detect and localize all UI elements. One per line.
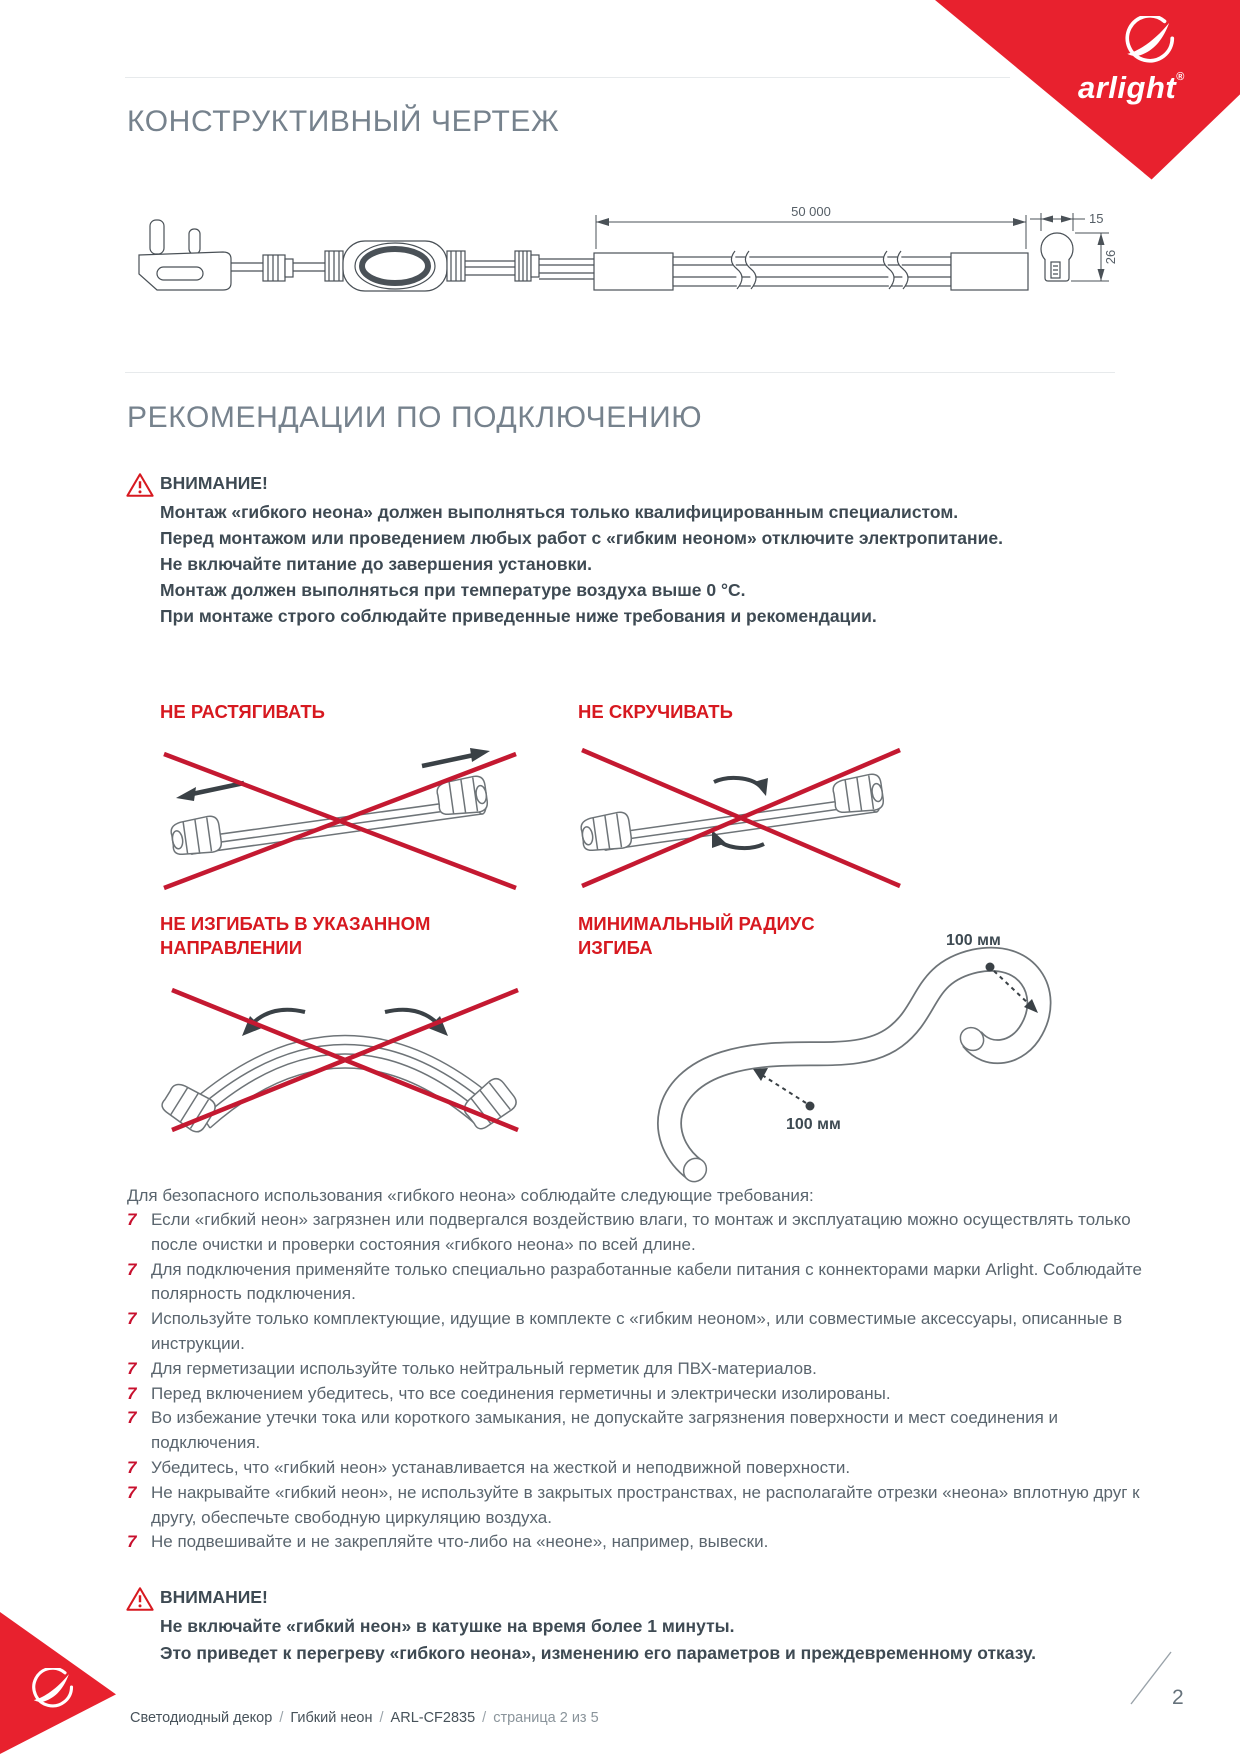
warning-text — [160, 499, 1003, 629]
list-bullet-arrow-icon: 7 — [127, 1210, 137, 1229]
warning-line: При монтаже строго соблюдайте приведенные ниже требования и рекомендации. — [160, 606, 877, 626]
warning-label: ВНИМАНИЕ! — [160, 1587, 268, 1607]
warning-icon — [126, 1586, 154, 1612]
list-bullet-arrow-icon: 7 — [127, 1383, 137, 1403]
divider-top — [125, 77, 1010, 78]
breadcrumb-separator: / — [482, 1710, 487, 1726]
list-item — [127, 1456, 1142, 1481]
list-item — [127, 1307, 1142, 1357]
footer-logo-icon — [26, 1668, 78, 1714]
radius-title-line2: ИЗГИБА — [578, 937, 653, 958]
bend-title-line1: НЕ ИЗГИБАТЬ В УКАЗАННОМ — [160, 913, 431, 934]
radius-title-line1: МИНИМАЛЬНЫЙ РАДИУС — [578, 913, 815, 934]
dim-height-label: 26 — [1103, 249, 1118, 265]
brand-banner — [900, 0, 1240, 185]
bend-title-line2: НАПРАВЛЕНИИ — [160, 937, 303, 958]
radius-label-bottom: 100 мм — [786, 1116, 841, 1133]
list-item-text: Убедитесь, что «гибкий неон» устанавливается на жесткой и неподвижной поверхности. — [151, 1457, 851, 1477]
strip-body — [673, 257, 951, 286]
list-item-text: Используйте только комплектующие, идущие в комплекте с «гибким неоном», или совместимые аксессуары, описанные в инструкции. — [151, 1309, 1123, 1353]
arlight-logo-icon — [1118, 16, 1180, 70]
requirements-list — [127, 1208, 1142, 1555]
list-bullet-arrow-icon: 7 — [127, 1532, 137, 1552]
dim-width-label: 15 — [1089, 211, 1104, 226]
list-bullet-arrow-icon: 7 — [127, 1457, 137, 1477]
list-item-text: Для герметизации используйте только нейтральный герметик для ПВХ-материалов. — [151, 1358, 817, 1378]
list-item-text: Перед включением убедитесь, что все соединения герметичны и электрически изолированы. — [151, 1383, 891, 1403]
list-item-text: Во избежание утечки тока или короткого замыкания, не допускайте загрязнения поверхности и мест соединения и подключения. — [151, 1408, 1059, 1453]
warning-line: Не включайте питание до завершения установки. — [160, 554, 592, 574]
page-title-construction: КОНСТРУКТИВНЫЙ ЧЕРТЕЖ — [127, 105, 560, 138]
radius-illustration — [600, 925, 1080, 1187]
list-item — [127, 1382, 1142, 1407]
strip-end-cap — [594, 253, 673, 290]
list-item — [127, 1481, 1142, 1531]
dim-length-label: 50 000 — [791, 204, 831, 219]
warning-line: Монтаж должен выполняться при температуре воздуха выше 0 °С. — [160, 580, 746, 600]
list-item — [127, 1258, 1142, 1308]
list-item-text: Если «гибкий неон» загрязнен или подвергался воздействию влаги, то монтаж и эксплуатацию можно осуществлять только после очистки и проверки состояния «гибкого неона» по всей длине. — [151, 1210, 1131, 1254]
list-item-text: Не подвешивайте и не закрепляйте что-либо на «неоне», например, вывески. — [151, 1532, 769, 1552]
list-item — [127, 1208, 1142, 1258]
warning-line: Перед монтажом или проведением любых работ с «гибким неоном» отключите электропитание. — [160, 528, 1003, 548]
breadcrumb-item-type: Гибкий неон — [290, 1710, 373, 1726]
page-number-slash — [1128, 1650, 1174, 1706]
brand-name: arlight — [1078, 70, 1177, 105]
warning-label: ВНИМАНИЕ! — [160, 473, 268, 493]
plug-prong — [150, 220, 164, 254]
twist-panel-title: НЕ СКРУЧИВАТЬ — [578, 701, 733, 722]
list-bullet-arrow-icon: 7 — [127, 1259, 137, 1279]
list-item-text: Для подключения применяйте только специально разработанные кабели питания с коннекторами марки Arlight. Соблюдайте полярность подключения. — [151, 1259, 1142, 1304]
stretch-panel-title: НЕ РАСТЯГИВАТЬ — [160, 701, 325, 722]
page-number: 2 — [1172, 1686, 1184, 1709]
plug-prong — [189, 229, 200, 254]
plug-body — [139, 252, 231, 290]
list-bullet-arrow-icon: 7 — [127, 1408, 137, 1428]
warning-icon — [126, 472, 154, 498]
warning-text — [160, 1613, 1036, 1667]
warning-line: Это приведет к перегреву «гибкого неона», изменению его параметров и преждевременному отказу. — [160, 1643, 1037, 1663]
list-item — [127, 1406, 1142, 1456]
twist-illustration — [568, 726, 913, 911]
list-item-text: Не накрывайте «гибкий неон», не используйте в закрытых пространствах, не располагайте отрезки «неона» вплотную друг к другу, обеспечьте свободную циркуляцию воздуха. — [151, 1482, 1140, 1527]
breadcrumb-item-model: ARL-CF2835 — [390, 1710, 476, 1726]
breadcrumb-item-category: Светодиодный декор — [130, 1710, 273, 1726]
breadcrumb — [130, 1710, 599, 1726]
breadcrumb-item-page: страница 2 из 5 — [493, 1710, 599, 1726]
bend-illustration — [150, 978, 540, 1146]
construction-drawing — [125, 185, 1125, 300]
strip-end-cap — [951, 253, 1028, 290]
breadcrumb-separator: / — [379, 1710, 384, 1726]
radius-label-top: 100 мм — [946, 932, 1001, 949]
brand-reg-mark: ® — [1176, 71, 1185, 83]
stretch-illustration — [150, 726, 530, 911]
requirements-intro: Для безопасного использования «гибкого неона» соблюдайте следующие требования: — [127, 1186, 814, 1205]
list-bullet-arrow-icon: 7 — [127, 1358, 137, 1378]
list-bullet-arrow-icon: 7 — [127, 1482, 137, 1502]
list-item — [127, 1357, 1142, 1382]
warning-line: Монтаж «гибкого неона» должен выполняться только квалифицированным специалистом. — [160, 502, 959, 522]
page-title-recommendations: РЕКОМЕНДАЦИИ ПО ПОДКЛЮЧЕНИЮ — [127, 401, 703, 434]
list-item — [127, 1530, 1142, 1555]
warning-line: Не включайте «гибкий неон» в катушке на время более 1 минуты. — [160, 1616, 735, 1636]
breadcrumb-separator: / — [279, 1710, 284, 1726]
divider-middle — [125, 372, 1115, 373]
bend-panel-title — [160, 912, 430, 960]
list-bullet-arrow-icon: 7 — [127, 1309, 137, 1329]
arlight-logo-text — [1078, 70, 1185, 106]
